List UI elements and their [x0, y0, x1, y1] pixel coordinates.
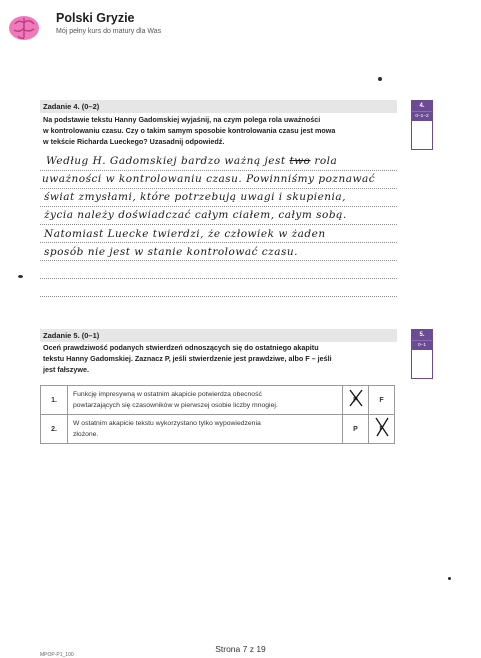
task4-instruction-line: w tekście Richarda Lueckego? Uzasadnij odpowiedź. — [43, 137, 225, 146]
handwritten-answer-line: sposób nie jest w stanie kontrolować czasu. — [44, 246, 298, 258]
brain-logo-icon — [6, 10, 42, 46]
handwritten-answer-text: rola — [314, 155, 338, 167]
task4-score-range: 0–1–2 — [412, 111, 432, 121]
statement-text: powtarzających się czasowników w pierwszej osobie liczby mnogiej. — [73, 402, 278, 409]
row-number: 1. — [41, 386, 68, 415]
cross-mark-icon — [348, 388, 364, 408]
option-p-label: P — [353, 425, 358, 433]
statement-cell — [68, 386, 343, 415]
handwritten-answer-text: Według H. Gadomskiej bardzo ważną jest — [46, 155, 286, 167]
answer-line — [40, 224, 397, 225]
option-p-label: P — [353, 396, 358, 404]
task5-instruction-line: tekstu Hanny Gadomskiej. Zaznacz P, jeśli stwierdzenie jest prawdziwe, albo F – jeśli — [43, 354, 332, 363]
brand-subtitle: Mój pełny kurs do matury dla Was — [56, 28, 162, 35]
task5-instruction-line: Oceń prawdziwość podanych stwierdzeń odnoszących się do ostatniego akapitu — [43, 343, 319, 352]
scan-dot — [448, 577, 451, 580]
exam-code: MPOP-P1_100 — [40, 652, 74, 658]
option-f-label: F — [379, 396, 384, 404]
table-row — [41, 415, 395, 444]
task4-title: Zadanie 4. (0–2) — [43, 102, 100, 111]
answer-line — [40, 242, 397, 243]
handwritten-answer-line: świat zmysłami, które potrzebują uwagi i skupienia, — [44, 191, 347, 203]
handwritten-answer-line: Natomiast Luecke twierdzi, że człowiek w żaden — [44, 228, 326, 240]
task4-score-box — [411, 100, 433, 150]
task5-score-number: 5. — [412, 330, 432, 340]
crossed-out-word: two — [289, 155, 311, 167]
statement-text: Funkcję impresywną w ostatnim akapicie potwierdza obecność — [73, 391, 262, 398]
page-number: Strona 7 z 19 — [215, 644, 266, 654]
row-number: 2. — [41, 415, 68, 444]
option-f-label: F — [379, 425, 384, 433]
answer-line — [40, 260, 397, 261]
handwritten-answer-line — [46, 155, 337, 167]
scan-dot — [378, 77, 382, 81]
task4-score-field — [412, 121, 432, 149]
cross-mark-icon — [374, 417, 390, 437]
option-f-cell[interactable] — [369, 386, 395, 415]
task5-score-box — [411, 329, 433, 379]
answer-line — [40, 170, 397, 171]
scan-dot — [18, 275, 23, 278]
answer-line — [40, 206, 397, 207]
answer-line — [40, 278, 397, 279]
statement-text: złożone. — [73, 431, 99, 438]
option-f-cell[interactable] — [369, 415, 395, 444]
task5-score-range: 0–1 — [412, 340, 432, 350]
answer-line — [40, 296, 397, 297]
statement-text: W ostatnim akapicie tekstu wykorzystano tylko wypowiedzenia — [73, 420, 261, 427]
handwritten-answer-line: uważności w kontrolowaniu czasu. Powinniśmy poznawać — [42, 173, 376, 185]
statement-cell — [68, 415, 343, 444]
task4-score-number: 4. — [412, 101, 432, 111]
task4-instruction-line: w kontrolowaniu czasu. Czy o takim samym sposobie kontrolowania czasu jest mowa — [43, 126, 336, 135]
option-p-cell[interactable] — [343, 415, 369, 444]
task5-instruction-line: jest fałszywe. — [43, 365, 89, 374]
task4-instruction-line: Na podstawie tekstu Hanny Gadomskiej wyjaśnij, na czym polega rola uważności — [43, 115, 321, 124]
true-false-table — [40, 385, 395, 444]
table-row — [41, 386, 395, 415]
handwritten-answer-line: życia należy doświadczać całym ciałem, całym sobą. — [44, 209, 347, 221]
answer-line — [40, 188, 397, 189]
task5-score-field — [412, 350, 432, 378]
brand-title: Polski Gryzie — [56, 11, 135, 25]
task5-title: Zadanie 5. (0–1) — [43, 331, 100, 340]
option-p-cell[interactable] — [343, 386, 369, 415]
